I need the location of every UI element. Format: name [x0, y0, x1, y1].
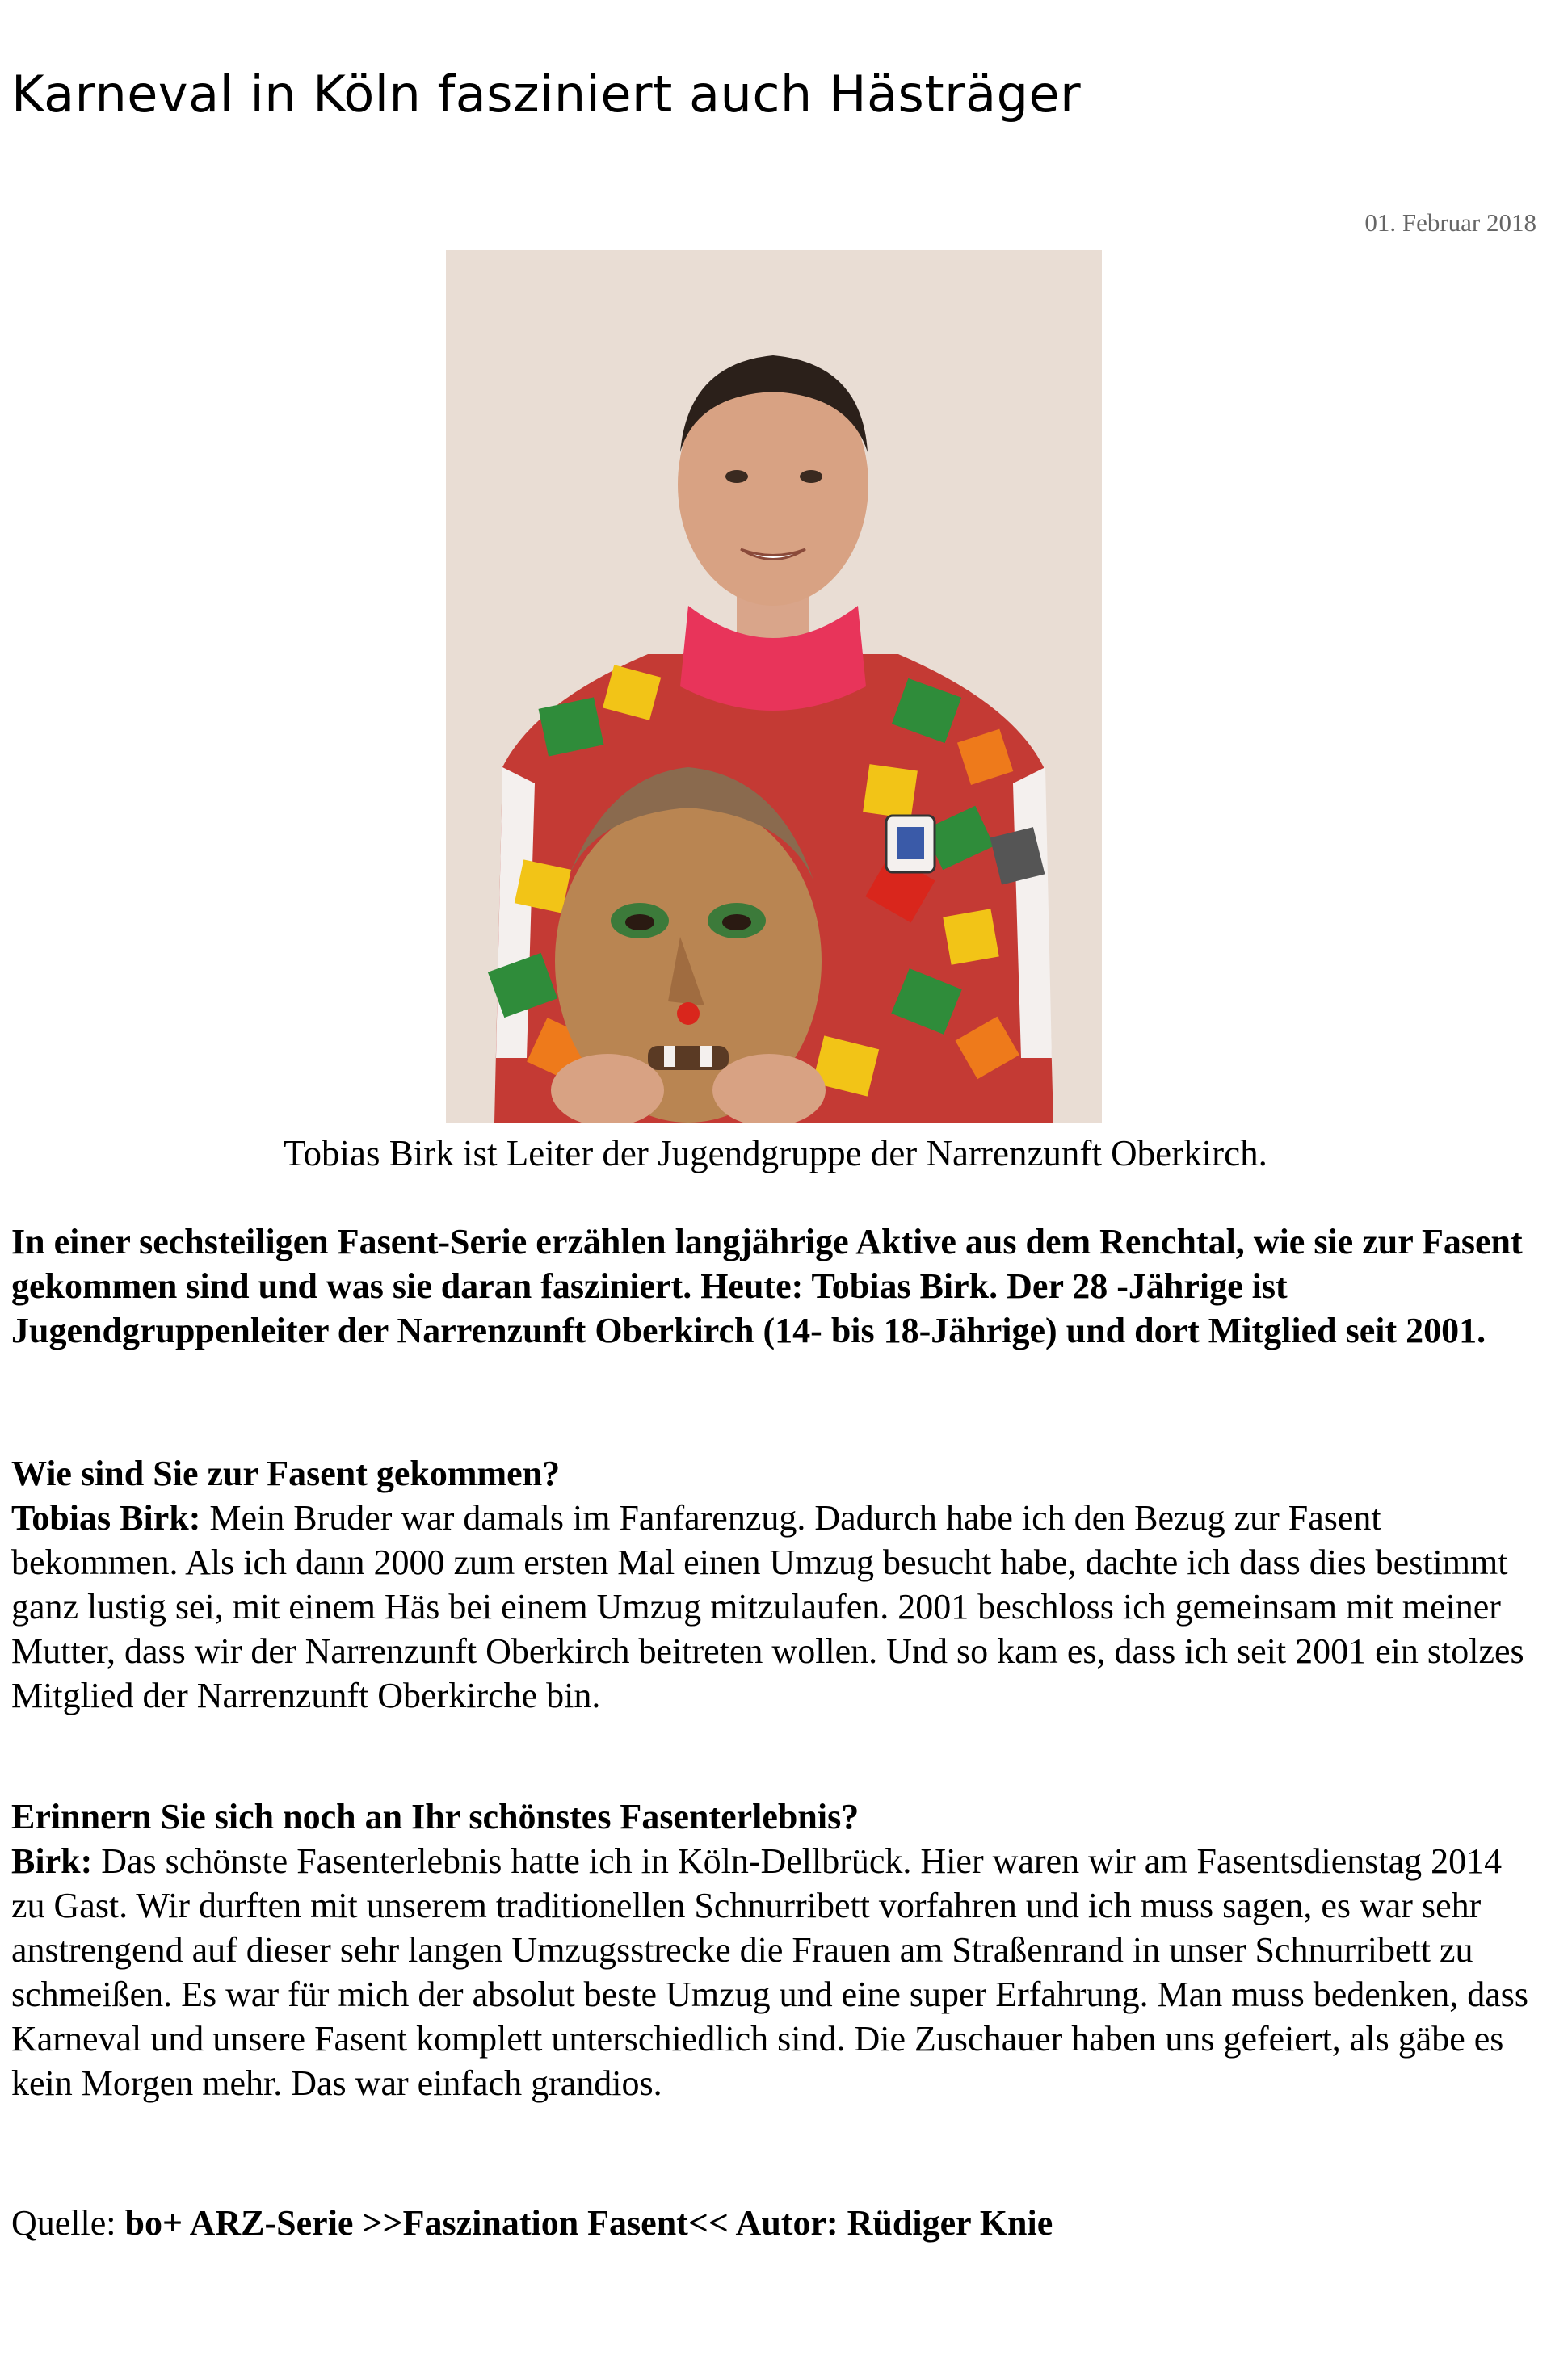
interview-block [11, 1451, 1538, 1718]
interview-block [11, 1794, 1538, 2105]
interview-question: Erinnern Sie sich noch an Ihr schönstes Fasenterlebnis? [11, 1797, 860, 1836]
interview-question: Wie sind Sie zur Fasent gekommen? [11, 1454, 561, 1493]
article-intro: In einer sechsteiligen Fasent-Serie erzählen langjährige Aktive aus dem Renchtal, wie sie zur Fasent gekommen sind und was sie daran fasziniert. Heute: Tobias Birk. Der 28 -Jährige ist Jugendgruppenleiter der Narrenzunft Oberkirch (14- bis 18-Jährige) und dort Mitglied seit 2001. [11, 1222, 1523, 1350]
source-text: bo+ ARZ-Serie >>Faszination Fasent<< Autor: Rüdiger Knie [124, 2203, 1053, 2243]
interview-answer [11, 1496, 1538, 1718]
photo-illustration [446, 250, 1102, 1123]
source-label: Quelle: [11, 2203, 116, 2243]
article-photo [446, 250, 1102, 1123]
article-headline: Karneval in Köln fasziniert auch Hästräger [11, 65, 1082, 124]
answer-text: Mein Bruder war damals im Fanfarenzug. Dadurch habe ich den Bezug zur Fasent bekommen. Als ich dann 2000 zum ersten Mal einen Umzug besucht habe, dachte ich dass dies bestimmt ganz lustig sei, mit einem Häs bei einem Umzug mitzulaufen. 2001 beschloss ich gemeinsam mit meiner Mutter, dass wir der Narrenzunft Oberkirch beitreten wollen. Und so kam es, dass ich seit 2001 ein stolzes Mitglied der Narrenzunft Oberkirche bin. [11, 1498, 1524, 1715]
photo-caption: Tobias Birk ist Leiter der Jugendgruppe der Narrenzunft Oberkirch. [284, 1133, 1267, 1173]
source-line [11, 2201, 1538, 2245]
interview-answer [11, 1839, 1538, 2105]
answer-text: Das schönste Fasenterlebnis hatte ich in Köln-Dellbrück. Hier waren wir am Fasentsdienstag 2014 zu Gast. Wir durften mit unserem traditionellen Schnurribett vorfahren und ich muss sagen, es war sehr anstrengend auf dieser sehr langen Umzugsstrecke die Frauen am Straßenrand in unser Schnurribett zu schmeißen. Es war für mich der absolut beste Umzug und eine super Erfahrung. Man muss bedenken, dass Karneval und unsere Fasent komplett unterschiedlich sind. Die Zuschauer haben uns gefeiert, als gäbe es kein Morgen mehr. Das war einfach grandios. [11, 1841, 1529, 2103]
speaker-label: Birk: [11, 1841, 93, 1881]
article-date: 01. Februar 2018 [1364, 208, 1536, 237]
speaker-label: Tobias Birk: [11, 1498, 201, 1538]
